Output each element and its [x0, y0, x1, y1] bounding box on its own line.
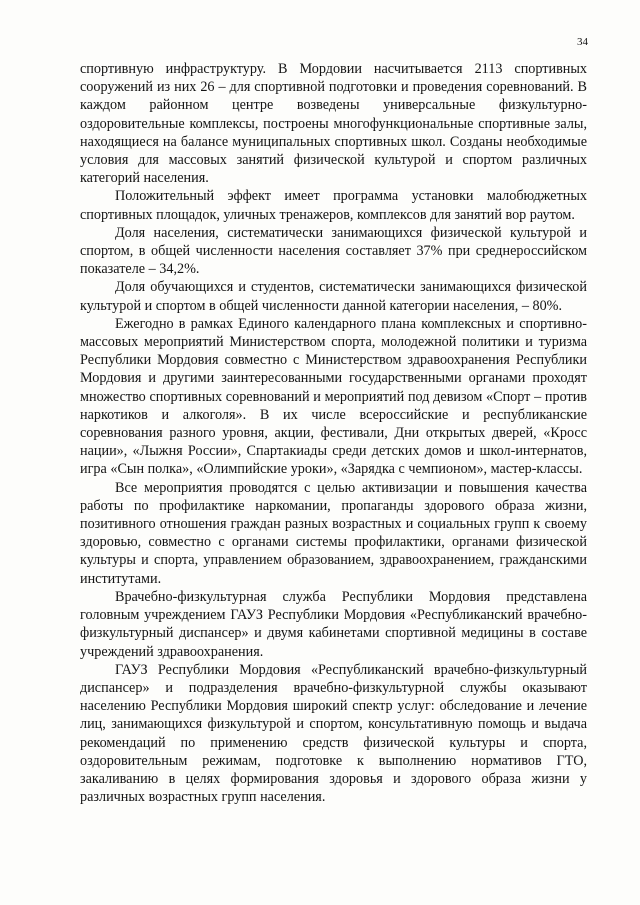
paragraph-5: Ежегодно в рамках Единого календарного плана комплексных и спортивно-массовых мероприятий Министерством спорта, молодежной политики и туризма Республики Мордовия совместно с Министерством здравоохранения Республики Мордовия и другими заинтересованными государственными органами проходят множество спортивных соревнований и мероприятий под девизом «Спорт – против наркотиков и алкоголя». В их числе всероссийские и республиканские соревнования разного уровня, акции, фестивали, Дни открытых дверей, «Кросс нации», «Лыжня России», Спартакиады среди детских домов и школ-интернатов, игра «Сын полка», «Олимпийские уроки», «Зарядка с чемпионом», мастер-классы.: [80, 315, 587, 478]
paragraph-8: ГАУЗ Республики Мордовия «Республиканский врачебно-физкультурный диспансер» и подразделения врачебно-физкультурной службы оказывают населению Республики Мордовия широкий спектр услуг: обследование и лечение лиц, занимающихся физкультурой и спортом, консультативную помощь и выдача рекомендаций по применению средств физической культуры и спорта, оздоровительным режимам, подготовке к выполнению нормативов ГТО, закаливанию в целях формирования здоровья и здорового образа жизни у различных возрастных групп населения.: [80, 661, 587, 806]
paragraph-4: Доля обучающихся и студентов, систематически занимающихся физической культурой и спортом в общей численности данной категории населения, – 80%.: [80, 279, 587, 314]
paragraph-7: Врачебно-физкультурная служба Республики Мордовия представлена головным учреждением ГАУЗ Республики Мордовия «Республиканский врачебно-физкультурный диспансер» и двумя кабинетами спортивной медицины в составе учреждений здравоохранения.: [80, 588, 587, 660]
paragraph-2: Положительный эффект имеет программа установки малобюджетных спортивных площадок, уличных тренажеров, комплексов для занятий вор раутом.: [80, 188, 587, 223]
page-number: 34: [577, 36, 588, 48]
body-text: [80, 60, 587, 806]
paragraph-3: Доля населения, систематически занимающихся физической культурой и спортом, в общей численности населения составляет 37% при среднероссийском показателе – 34,2%.: [80, 224, 587, 278]
paragraph-1: спортивную инфраструктуру. В Мордовии насчитывается 2113 спортивных сооружений из них 26 – для спортивной подготовки и проведения соревнований. В каждом районном центре возведены универсальные физкультурно-оздоровительные комплексы, построены многофункциональные спортивные залы, находящиеся на балансе муниципальных спортивных школ. Созданы необходимые условия для массовых занятий физической культурой и спортом различных категорий населения.: [80, 61, 587, 187]
paragraph-6: Все мероприятия проводятся с целью активизации и повышения качества работы по профилактике наркомании, пропаганды здорового образа жизни, позитивного отношения граждан разных возрастных и социальных групп к своему здоровью, совместно с органами системы профилактики, органами физической культуры и спорта, управлением образованием, здравоохранением, гражданскими институтами.: [80, 479, 587, 587]
